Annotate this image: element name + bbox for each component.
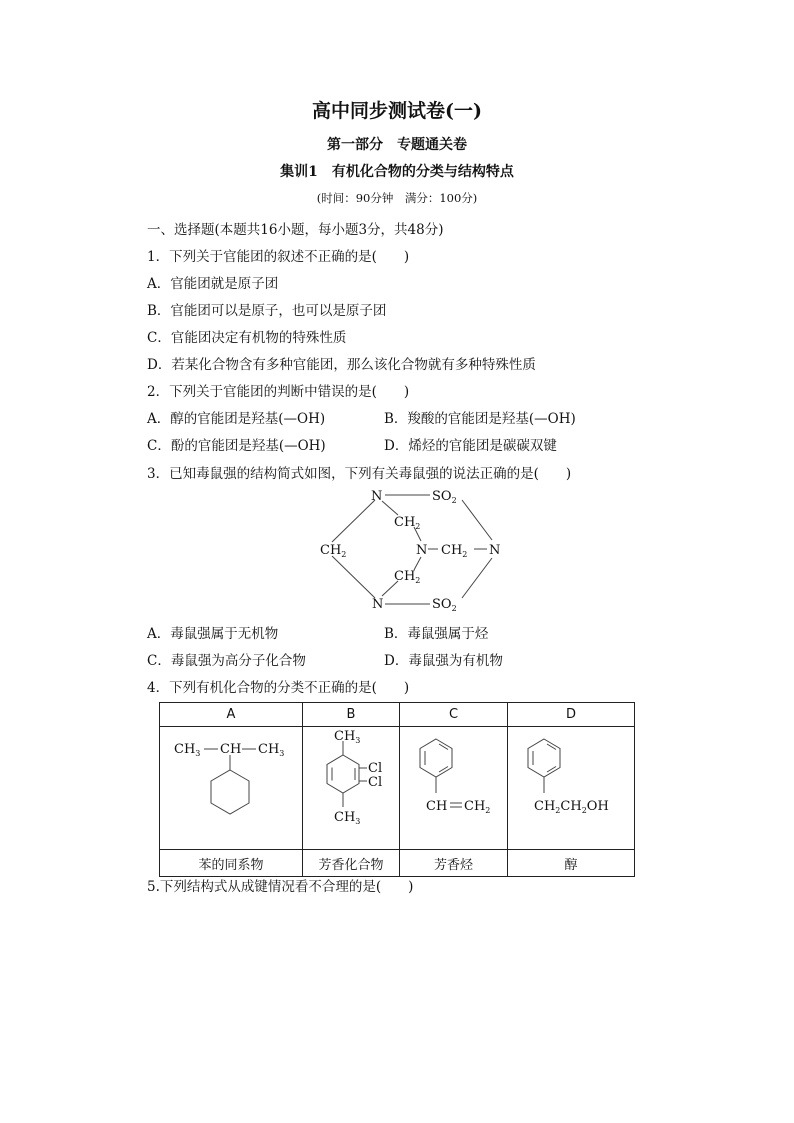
group-ch2-center: $CH_2$ xyxy=(441,543,468,559)
classification-table xyxy=(159,702,635,877)
question-5-stem: 5.下列结构式从成键情况看不合理的是( ) xyxy=(147,879,414,895)
question-3-option-c: C．毒鼠强为高分子化合物 xyxy=(147,653,306,669)
c-ch2: $CH_2$ xyxy=(464,799,491,815)
question-2-stem: 2．下列关于官能团的判断中错误的是( ) xyxy=(147,384,410,400)
question-2-option-d: D．烯烃的官能团是碳碳双键 xyxy=(384,438,557,454)
question-1-option-c: C．官能团决定有机物的特殊性质 xyxy=(147,330,347,346)
styrene-structure xyxy=(400,727,507,845)
question-3-option-a: A．毒鼠强属于无机物 xyxy=(147,626,279,642)
question-2-option-b: B．羧酸的官能团是羟基(—OH) xyxy=(384,411,576,427)
question-3-stem: 3．已知毒鼠强的结构简式如图，下列有关毒鼠强的说法正确的是( ) xyxy=(147,466,572,482)
structure-cell-c xyxy=(400,727,508,850)
part-heading: 第一部分 专题通关卷 xyxy=(327,137,467,153)
b-ch3-bottom: $CH_3$ xyxy=(334,810,361,826)
group-ch2-lower: $CH_2$ xyxy=(394,569,421,585)
a-ch3-right: $CH_3$ xyxy=(258,742,285,758)
b-cl-1: Cl xyxy=(368,761,383,776)
dichloroxylene-structure xyxy=(303,727,399,845)
table-header-d: D xyxy=(508,703,635,727)
question-1-option-d: D．若某化合物含有多种官能团，那么该化合物就有多种特殊性质 xyxy=(147,357,536,373)
table-header-a: A xyxy=(160,703,303,727)
atom-n-center: N xyxy=(416,543,428,558)
unit-heading: 集训1 有机化合物的分类与结构特点 xyxy=(280,164,514,180)
question-3-option-d: D．毒鼠强为有机物 xyxy=(384,653,503,669)
group-ch2-left: $CH_2$ xyxy=(320,543,347,559)
structure-cell-a xyxy=(160,727,303,850)
group-so2-top: $SO_2$ xyxy=(432,489,457,505)
table-label-c: 芳香烃 xyxy=(400,850,508,877)
question-2-option-c: C．酚的官能团是羟基(—OH) xyxy=(147,438,326,454)
question-1-option-b: B．官能团可以是原子，也可以是原子团 xyxy=(147,303,387,319)
atom-n-top: N xyxy=(371,489,383,504)
question-1-option-a: A．官能团就是原子团 xyxy=(147,276,279,292)
section-heading: 一、选择题(本题共16小题，每小题3分，共48分) xyxy=(147,222,444,238)
page-title: 高中同步测试卷(一) xyxy=(312,100,482,122)
c-ch: CH xyxy=(426,799,448,814)
b-cl-2: Cl xyxy=(368,775,383,790)
question-2-option-a: A．醇的官能团是羟基(—OH) xyxy=(147,411,326,427)
atom-n-bottom: N xyxy=(372,597,384,612)
group-so2-bottom: $SO_2$ xyxy=(432,597,457,613)
table-header-c: C xyxy=(400,703,508,727)
tetramine-structure xyxy=(310,482,510,616)
a-ch3-left: $CH_3$ xyxy=(174,742,201,758)
phenylethanol-structure xyxy=(508,727,634,845)
a-ch: CH xyxy=(220,742,242,757)
structure-cell-d xyxy=(508,727,635,850)
d-ch2-group: $CH_2CH_2OH$ xyxy=(534,799,609,815)
table-label-b: 芳香化合物 xyxy=(303,850,400,877)
table-header-b: B xyxy=(303,703,400,727)
cyclohexyl-structure xyxy=(160,727,302,845)
table-label-a: 苯的同系物 xyxy=(160,850,303,877)
atom-n-right: N xyxy=(489,543,501,558)
structure-cell-b xyxy=(303,727,400,850)
question-4-stem: 4．下列有机化合物的分类不正确的是( ) xyxy=(147,680,410,696)
group-ch2-upper: $CH_2$ xyxy=(394,515,421,531)
b-ch3-top: $CH_3$ xyxy=(334,729,361,745)
question-3-option-b: B．毒鼠强属于烃 xyxy=(384,626,489,642)
question-1-stem: 1．下列关于官能团的叙述不正确的是( ) xyxy=(147,249,410,265)
time-info: (时间：90分钟 满分：100分) xyxy=(316,191,478,205)
table-label-d: 醇 xyxy=(508,850,635,877)
